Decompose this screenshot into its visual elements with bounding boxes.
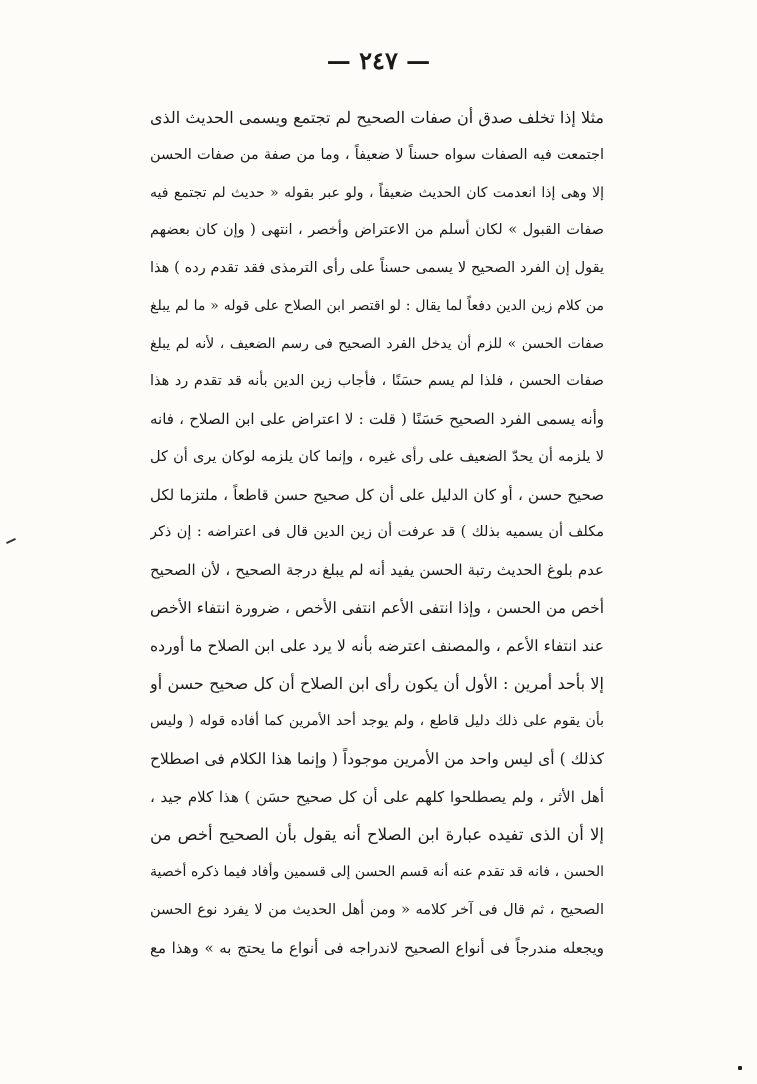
text-line: مثلا إذا تخلف صدق أن صفات الصحيح لم تجتمع ويسمى الحديث الذى	[150, 108, 604, 127]
text-line: أهل الأثر ، ولم يصطلحوا كلهم على أن كل صحيح حسَن ) هذا كلام جيد ،	[150, 787, 604, 806]
text-line: كذلك ) أى ليس واحد من الأمرين موجوداً ( وإنما هذا الكلام فى اصطلاح	[150, 749, 604, 768]
text-line: من كلام زين الدين دفعاً لما يقال : لو اقتصر ابن الصلاح على قوله « ما لم يبلغ	[150, 297, 604, 314]
text-line: عدم بلوغ الحديث رتبة الحسن يفيد أنه لم يبلغ درجة الصحيح ، لأن الصحيح	[150, 561, 604, 579]
text-line: صفات القبول » لكان أسلم من الاعتراض وأخصر ، انتهى ( وإن كان بعضهم	[150, 222, 604, 239]
text-line: إلا بأحد أمرين : الأول أن يكون رأى ابن الصلاح أن كل صحيح حسن أو	[150, 674, 604, 694]
scan-speck	[738, 1066, 742, 1070]
text-line: إلا وهى إذا انعدمت كان الحديث ضعيفاً ، ولو عبر بقوله « حديث لم تجتمع فيه	[150, 184, 604, 201]
text-line: صفات الحسن » للزم أن يدخل الفرد الصحيح فى رسم الضعيف ، لأنه لم يبلغ	[150, 335, 604, 352]
text-line: مكلف أن يسميه بذلك ) قد عرفت أن زين الدين قال فى اعتراضه : إن ذكر	[150, 524, 604, 541]
margin-mark	[6, 538, 16, 544]
body-text	[150, 99, 604, 967]
text-line: صفات الحسن ، فلذا لم يسم حسَنًا ، فأجاب زين الدين بأنه قد تقدم رد هذا	[150, 373, 604, 390]
text-line: اجتمعت فيه الصفات سواه حسناً لا ضعيفاً ، وما من صفة من صفات الحسن	[150, 146, 604, 163]
text-line: بأن يقوم على ذلك دليل قاطع ، ولم يوجد أحد الأمرين كما أفاده قوله ( وليس	[150, 713, 604, 729]
text-line: إلا أن الذى تفيده عبارة ابن الصلاح أنه يقول بأن الصحيح أخص من	[150, 825, 604, 845]
text-line: يقول إن الفرد الصحيح لا يسمى حسناً على رأى الترمذى فقد تقدم رده ) هذا	[150, 260, 604, 276]
page-number: — ٢٤٧ —	[326, 46, 431, 75]
text-line: الحسن ، فانه قد تقدم عنه أنه قسم الحسن إلى قسمين وأفاد فيما ذكره أخصية	[150, 864, 604, 880]
text-line: لا يلزمه أن يحدّ الضعيف على رأى غيره ، وإنما كان يلزمه لوكان يرى أن كل	[150, 448, 604, 465]
text-line: ويجعله مندرجاً فى أنواع الصحيح لاندراجه فى أنواع ما يحتج به » وهذا مع	[150, 938, 604, 957]
text-line: الصحيح ، ثم قال فى آخر كلامه « ومن أهل الحديث من لا يفرد نوع الحسن	[150, 901, 604, 918]
text-line: عند انتفاء الأعم ، والمصنف اعترضه بأنه لا يرد على ابن الصلاح ما أورده	[150, 636, 604, 655]
text-line: أخص من الحسن ، وإذا انتفى الأعم انتفى الأخص ، ضرورة انتفاء الأخص	[150, 598, 604, 617]
text-line: صحيح حسن ، أو كان الدليل على أن كل صحيح حسن قاطعاً ، ملتزما لكل	[150, 485, 604, 504]
text-line: وأنه يسمى الفرد الصحيح حَسَنًا ( قلت : لا اعتراض على ابن الصلاح ، فانه	[150, 410, 604, 428]
